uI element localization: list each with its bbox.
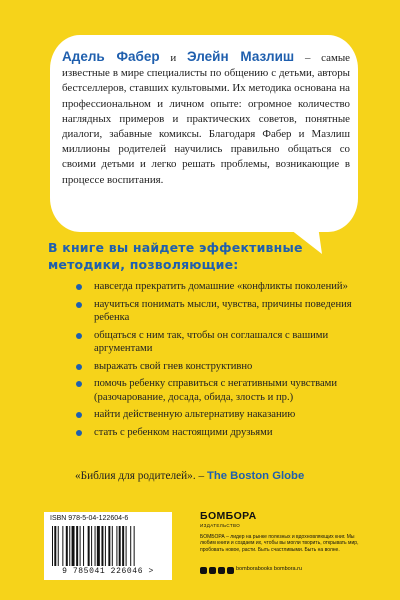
author-name-2: Элейн Мазлиш xyxy=(187,49,295,64)
list-item-text: выражать свой гнев конструктивно xyxy=(94,360,253,372)
author-intro xyxy=(62,49,350,188)
list-item xyxy=(72,360,372,374)
intro-text: – самые известные в мире специалисты по общению с детьми, авторы бестселлеров, ставших культовыми. Их методика основана на профессиональном и личном опыте: огромное количество наглядных примеров и практических советов, понятные диалоги, забавные комиксы. Благодаря Фабер и Мазлиш миллионы родителей научились правильно общаться со своими детьми и легко решать проблемы, возникающие в процессе воспитания. xyxy=(62,52,350,186)
youtube-icon xyxy=(227,567,234,574)
publisher-subtitle: ИЗДАТЕЛЬСТВО xyxy=(200,523,241,528)
author-name-1: Адель Фабер xyxy=(62,49,160,64)
bullet-icon xyxy=(76,430,82,436)
conjunction: и xyxy=(170,52,177,64)
press-quote xyxy=(75,470,395,482)
benefits-heading-line-1: В книге вы найдете эффективные xyxy=(48,240,303,255)
list-item-text: стать с ребенком настоящими друзьями xyxy=(94,427,273,439)
bullet-icon xyxy=(76,364,82,370)
barcode-block xyxy=(44,512,172,580)
bullet-icon xyxy=(76,381,82,387)
list-item xyxy=(72,377,372,404)
benefits-heading-line-2: методики, позволяющие: xyxy=(48,257,239,272)
list-item-text: навсегда прекратить домашние «конфликты поколений» xyxy=(94,281,348,292)
bullet-icon xyxy=(76,412,82,418)
benefits-heading xyxy=(48,239,348,273)
list-item-text: научиться понимать мысли, чувства, причины поведения ребенка xyxy=(94,298,352,324)
publisher-handles: bomborabooks bombora.ru xyxy=(236,566,303,572)
barcode-digits: 9 785041 226046 > xyxy=(62,567,154,576)
list-item xyxy=(72,280,372,294)
social-icons xyxy=(200,567,234,574)
instagram-icon xyxy=(209,567,216,574)
list-item xyxy=(72,329,372,356)
bullet-icon xyxy=(76,333,82,339)
telegram-icon xyxy=(218,567,225,574)
benefits-list xyxy=(72,280,372,444)
list-item-text: помочь ребенку справиться с негативными чувствами (разочарование, досада, обида, злость и пр.) xyxy=(94,378,338,403)
list-item xyxy=(72,426,372,440)
publisher-logo: БОМБОРА xyxy=(200,510,257,522)
barcode-icon xyxy=(52,526,164,566)
publisher-description: БОМБОРА – лидер на рынке полезных и вдохновляющих книг. Мы любим книги и создаем их, чтобы вы могли творить, открывать мир, пробовать новое, расти. Быть счастливыми. Быть на волне. xyxy=(200,534,359,553)
vk-icon xyxy=(200,567,207,574)
quote-source: The Boston Globe xyxy=(206,470,305,482)
list-item xyxy=(72,408,372,422)
bullet-icon xyxy=(76,284,82,290)
isbn-label: ISBN 978-5-04-122604-6 xyxy=(50,515,129,522)
quote-text: «Библия для родителей». – xyxy=(75,470,205,482)
bullet-icon xyxy=(76,302,82,308)
list-item xyxy=(72,298,372,325)
list-item-text: общаться с ним так, чтобы он соглашался с вашими аргументами xyxy=(94,329,329,355)
list-item-text: найти действенную альтернативу наказанию xyxy=(94,409,296,421)
